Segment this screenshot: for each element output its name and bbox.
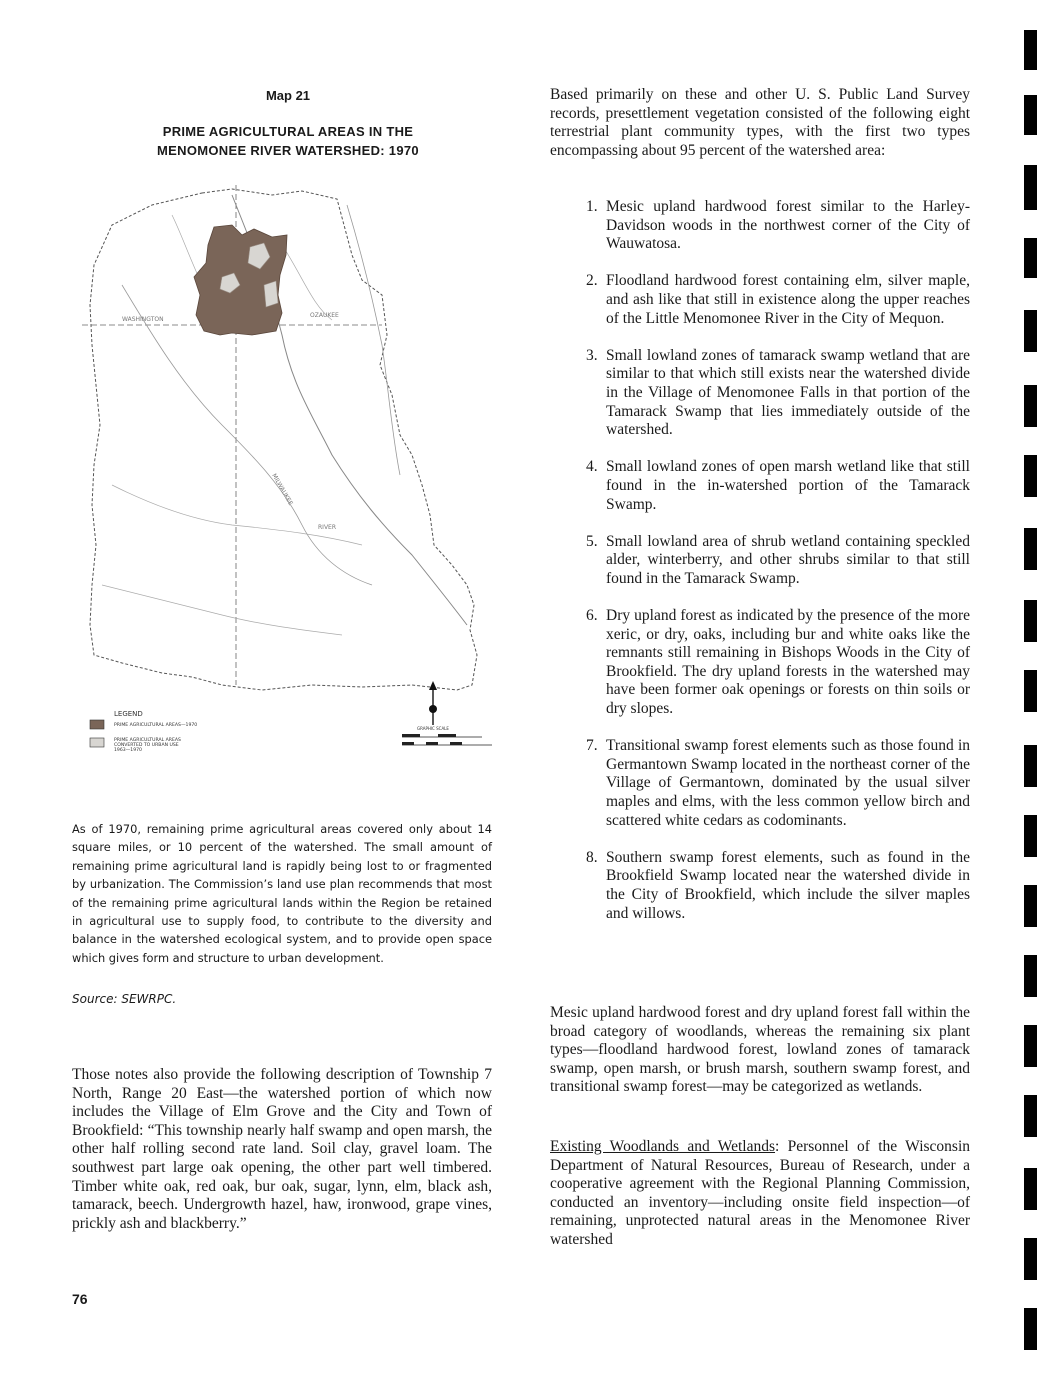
binding-mark <box>1024 238 1037 278</box>
list-item <box>586 347 970 440</box>
plant-community-list <box>586 198 970 942</box>
list-item <box>586 737 970 830</box>
watershed-map-svg <box>82 185 502 765</box>
converted-area-3 <box>264 281 278 307</box>
binding-mark <box>1024 385 1037 427</box>
list-item-text: Small lowland area of shrub wetland containing speckled alder, winterberry, and other shrubs similar to that still found in the Tamarack Swamp. <box>606 532 970 587</box>
label-washington: WASHINGTON <box>122 316 164 323</box>
list-item <box>586 849 970 923</box>
existing-woodlands-paragraph <box>550 1138 970 1250</box>
legend-heading: LEGEND <box>114 710 143 718</box>
left-body-paragraph: Those notes also provide the following description of Township 7 North, Range 20 East—the watershed portion of which now includes the Village of Elm Grove and the City and Town of Brookfield: “This township nearly half swamp and open marsh, the other half rolling second rate land. Soil clay, gravel loam. The southwest part large oak opening, the other part well timbered. Timber white oak, red oak, bur oak, sugar, lynn, elm, black ash, tamarack, beech. Undergrowth hazel, haw, ironwood, grape vines, prickly ash and blackberry.” <box>72 1066 492 1232</box>
stream-upper-east <box>282 245 332 320</box>
list-item-number: 5. <box>586 532 598 550</box>
binding-mark <box>1024 165 1037 210</box>
binding-mark <box>1024 455 1037 497</box>
binding-mark <box>1024 1168 1037 1210</box>
intro-paragraph: Based primarily on these and other U. S. Public Land Survey records, presettlement vegetation consisted of the following eight terrestrial plant community types, with the first two types encompassing about 95 percent of the watershed area: <box>550 86 970 159</box>
binding-mark <box>1024 1025 1037 1067</box>
binding-mark <box>1024 885 1037 927</box>
legend-item-converted-line-1: PRIME AGRICULTURAL AREAS <box>114 738 181 743</box>
binding-mark <box>1024 955 1037 997</box>
woodlands-wetlands-paragraph: Mesic upland hardwood forest and dry upland forest fall within the broad category of woodlands, whereas the remaining six plant types—floodland hardwood forest, lowland zones of tamarack swamp, open marsh, or brush marsh, southern swamp forest, and transitional swamp forest—may be categorized as wetlands. <box>550 1004 970 1096</box>
label-milwaukee: MILWAUKEE <box>270 472 295 507</box>
map-title-line-2: MENOMONEE RIVER WATERSHED: 1970 <box>157 143 419 158</box>
list-item <box>586 198 970 254</box>
list-item <box>586 607 970 719</box>
list-item-text: Transitional swamp forest elements such as those found in Germantown Swamp located in the northeast corner of the Village of Germantown, dominated by the usual silver maples and elms, with the less common yellow birch and scattered white cedars as codominants. <box>606 737 970 829</box>
list-item-text: Floodland hardwood forest containing elm, silver maple, and ash like that still in existence along the upper reaches of the Little Menomonee River in the City of Mequon. <box>606 272 970 327</box>
page-number: 76 <box>72 1291 88 1307</box>
binding-mark <box>1024 30 1037 70</box>
binding-mark <box>1024 1308 1037 1350</box>
north-arrow-icon <box>429 681 437 725</box>
list-item <box>586 272 970 328</box>
list-item-number: 6. <box>586 607 598 625</box>
binding-mark <box>1024 670 1037 712</box>
binding-mark <box>1024 95 1037 135</box>
list-item-number: 8. <box>586 848 598 866</box>
list-item <box>586 458 970 514</box>
legend-item-converted-line-2: CONVERTED TO URBAN USE <box>114 743 179 748</box>
binding-mark <box>1024 1095 1037 1137</box>
list-item-text: Small lowland zones of tamarack swamp wetland that are similar to that which still exists near the watershed divide in the Village of Menomonee Falls in that portion of the Tamarack Swamp that lies immediately outside of the watershed. <box>606 346 970 439</box>
prime-agricultural-area <box>194 225 287 335</box>
legend-swatch-prime <box>90 720 104 729</box>
map-title <box>72 122 504 160</box>
list-item-text: Small lowland zones of open marsh wetland like that still found in the in-watershed portion of the Tamarack Swamp. <box>606 458 970 513</box>
legend-item-converted-line-3: 1963—1970 <box>114 748 142 753</box>
list-item-text: Dry upland forest as indicated by the presence of the more xeric, or dry, oaks, including bur and white oaks like the remnants still remaining in Bishops Woods in the City of Brookfield. The dry upland forests in the watershed may have been former oak openings or forests on thin soils or dry slopes. <box>606 607 970 718</box>
stream-east <box>347 205 400 475</box>
list-item-number: 1. <box>586 198 598 215</box>
map-caption: As of 1970, remaining prime agricultural areas covered only about 14 square miles, or 10 percent of the watershed. The small amount of remaining prime agricultural land is rapidly being lost to or fragmented by urbanization. The Commission’s land use plan recommends that most of the remaining prime agricultural lands within the Region be retained in agricultural use to supply food, to contribute to the diversity and balance in the watershed ecological system, and to provide open space which gives form and structure to urban development. <box>72 822 492 965</box>
list-item-number: 2. <box>586 272 598 290</box>
label-river: RIVER <box>318 524 337 531</box>
map-title-line-1: PRIME AGRICULTURAL AREAS IN THE <box>162 124 414 139</box>
binding-mark <box>1024 310 1037 352</box>
binding-mark <box>1024 815 1037 857</box>
label-ozaukee: OZAUKEE <box>310 312 339 319</box>
legend-item-prime: PRIME AGRICULTURAL AREAS—1970 <box>114 723 198 728</box>
section-heading: Existing Woodlands and Wetlands <box>550 1138 776 1155</box>
scale-label: GRAPHIC SCALE <box>417 726 449 731</box>
graphic-scale <box>402 734 492 745</box>
list-item-number: 3. <box>586 346 598 364</box>
section-body: : Personnel of the Wisconsin Department of Natural Resources, Bureau of Research, under a cooperative agreement with the Regional Planning Commission, conducted an inventory—including onsite field inspection—of remaining, unprotected natural areas in the Menomonee River watershed <box>550 1138 970 1248</box>
list-item-text: Southern swamp forest elements, such as found in the Brookfield Swamp located near the watershed divide in the City of Brookfield, which include the silver maples and willows. <box>606 848 970 922</box>
map-label: Map 21 <box>265 88 311 103</box>
list-item-number: 7. <box>586 737 598 755</box>
binding-mark <box>1024 528 1037 570</box>
binding-mark <box>1024 1238 1037 1280</box>
map-source: Source: SEWRPC. <box>72 992 177 1006</box>
binding-mark <box>1024 745 1037 787</box>
watershed-map <box>82 185 502 765</box>
legend-swatch-converted <box>90 738 104 747</box>
list-item <box>586 533 970 589</box>
binding-mark <box>1024 600 1037 642</box>
list-item-text: Mesic upland hardwood forest similar to the Harley-Davidson woods in the northwest corner of the City of Wauwatosa. <box>606 198 970 253</box>
stream-south <box>112 485 362 545</box>
list-item-number: 4. <box>586 458 598 476</box>
stream-southwest <box>102 585 342 635</box>
